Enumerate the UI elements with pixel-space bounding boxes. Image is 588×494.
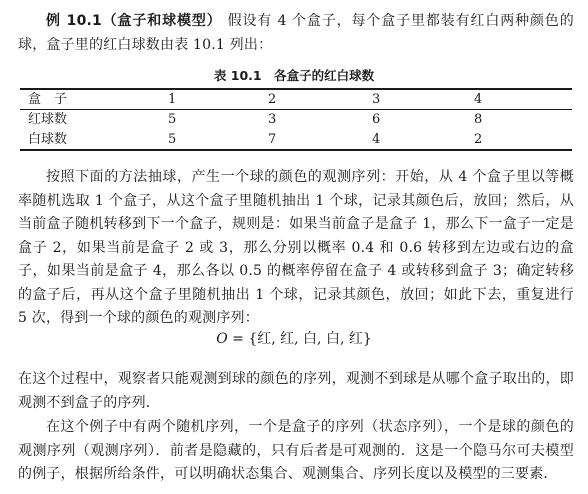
observer-paragraph: 在这个过程中，观察者只能观测到球的颜色的序列，观测不到球是从哪个盒子取出的，即观测不到盒子的序列． [18,371,574,411]
table-cell: 3 [268,112,277,128]
table-cell: 7 [268,130,372,150]
header-cell-1: 1 [168,89,268,110]
formula-expression: = {红, 红, 白, 白, 红} [227,331,372,347]
sampling-procedure-paragraph: 按照下面的方法抽球，产生一个球的颜色的观测序列：开始，从 4 个盒子里以等概率随机选取 1 个盒子，从这个盒子里随机抽出 1 个球，记录其颜色后，放回；然后，从当前盒子随机转移到下一个盒子，规则是：如果当前盒子是盒子 1，那么下一盒子一定是盒子 2，如果当前是盒子 2 或 3，那么分别以概率 0.4 和 0.6 转移到左边或右边的盒子，如果当前是盒子 4，那么各以 0.5 的概率停留在盒子 4 或转移到盒子 3；确定转移的盒子后，再从这个盒子里随机抽出 1 个球，记录其颜色，放回；如此下去，重复进行 5 次，得到一个球的颜色的观测序列： [18,169,574,326]
ball-count-table [20,88,572,151]
table-row [20,130,572,150]
table-cell: 5 [168,112,177,128]
header-cell-box: 盒 子 [20,89,168,110]
row-label-red: 红球数 [28,112,68,128]
table-cell: 4 [372,130,474,150]
hmm-summary-paragraph: 在这个例子中有两个随机序列，一个是盒子的序列（状态序列），一个是球的颜色的观测序列（观测序列）．前者是隐藏的，只有后者是可观测的．这是一个隐马尔可夫模型的例子，根据所给条件，可以明确状态集合、观测集合、序列长度以及模型的三要素． [18,419,574,482]
header-cell-3: 3 [372,89,474,110]
table-cell: 6 [372,112,381,128]
header-cell-4: 4 [474,89,572,110]
table-caption: 表 10.1 各盒子的红白球数 [213,68,375,83]
example-intro-text: 假设有 4 个盒子，每个盒子里都装有红白两种颜色的球，盒子里的红白球数由表 10.1 列出： [18,13,575,53]
example-intro-paragraph [18,10,574,57]
formula-variable: O [216,331,228,347]
table-cell: 8 [474,112,483,128]
table-header-row [20,89,572,110]
table-cell: 2 [474,130,572,150]
table-cell: 5 [168,130,268,150]
example-title: 例 10.1（盒子和球模型） [46,13,222,29]
header-cell-2: 2 [268,89,372,110]
observation-sequence-formula [0,328,588,348]
row-label-white: 白球数 [20,130,168,150]
table-row [20,110,572,130]
